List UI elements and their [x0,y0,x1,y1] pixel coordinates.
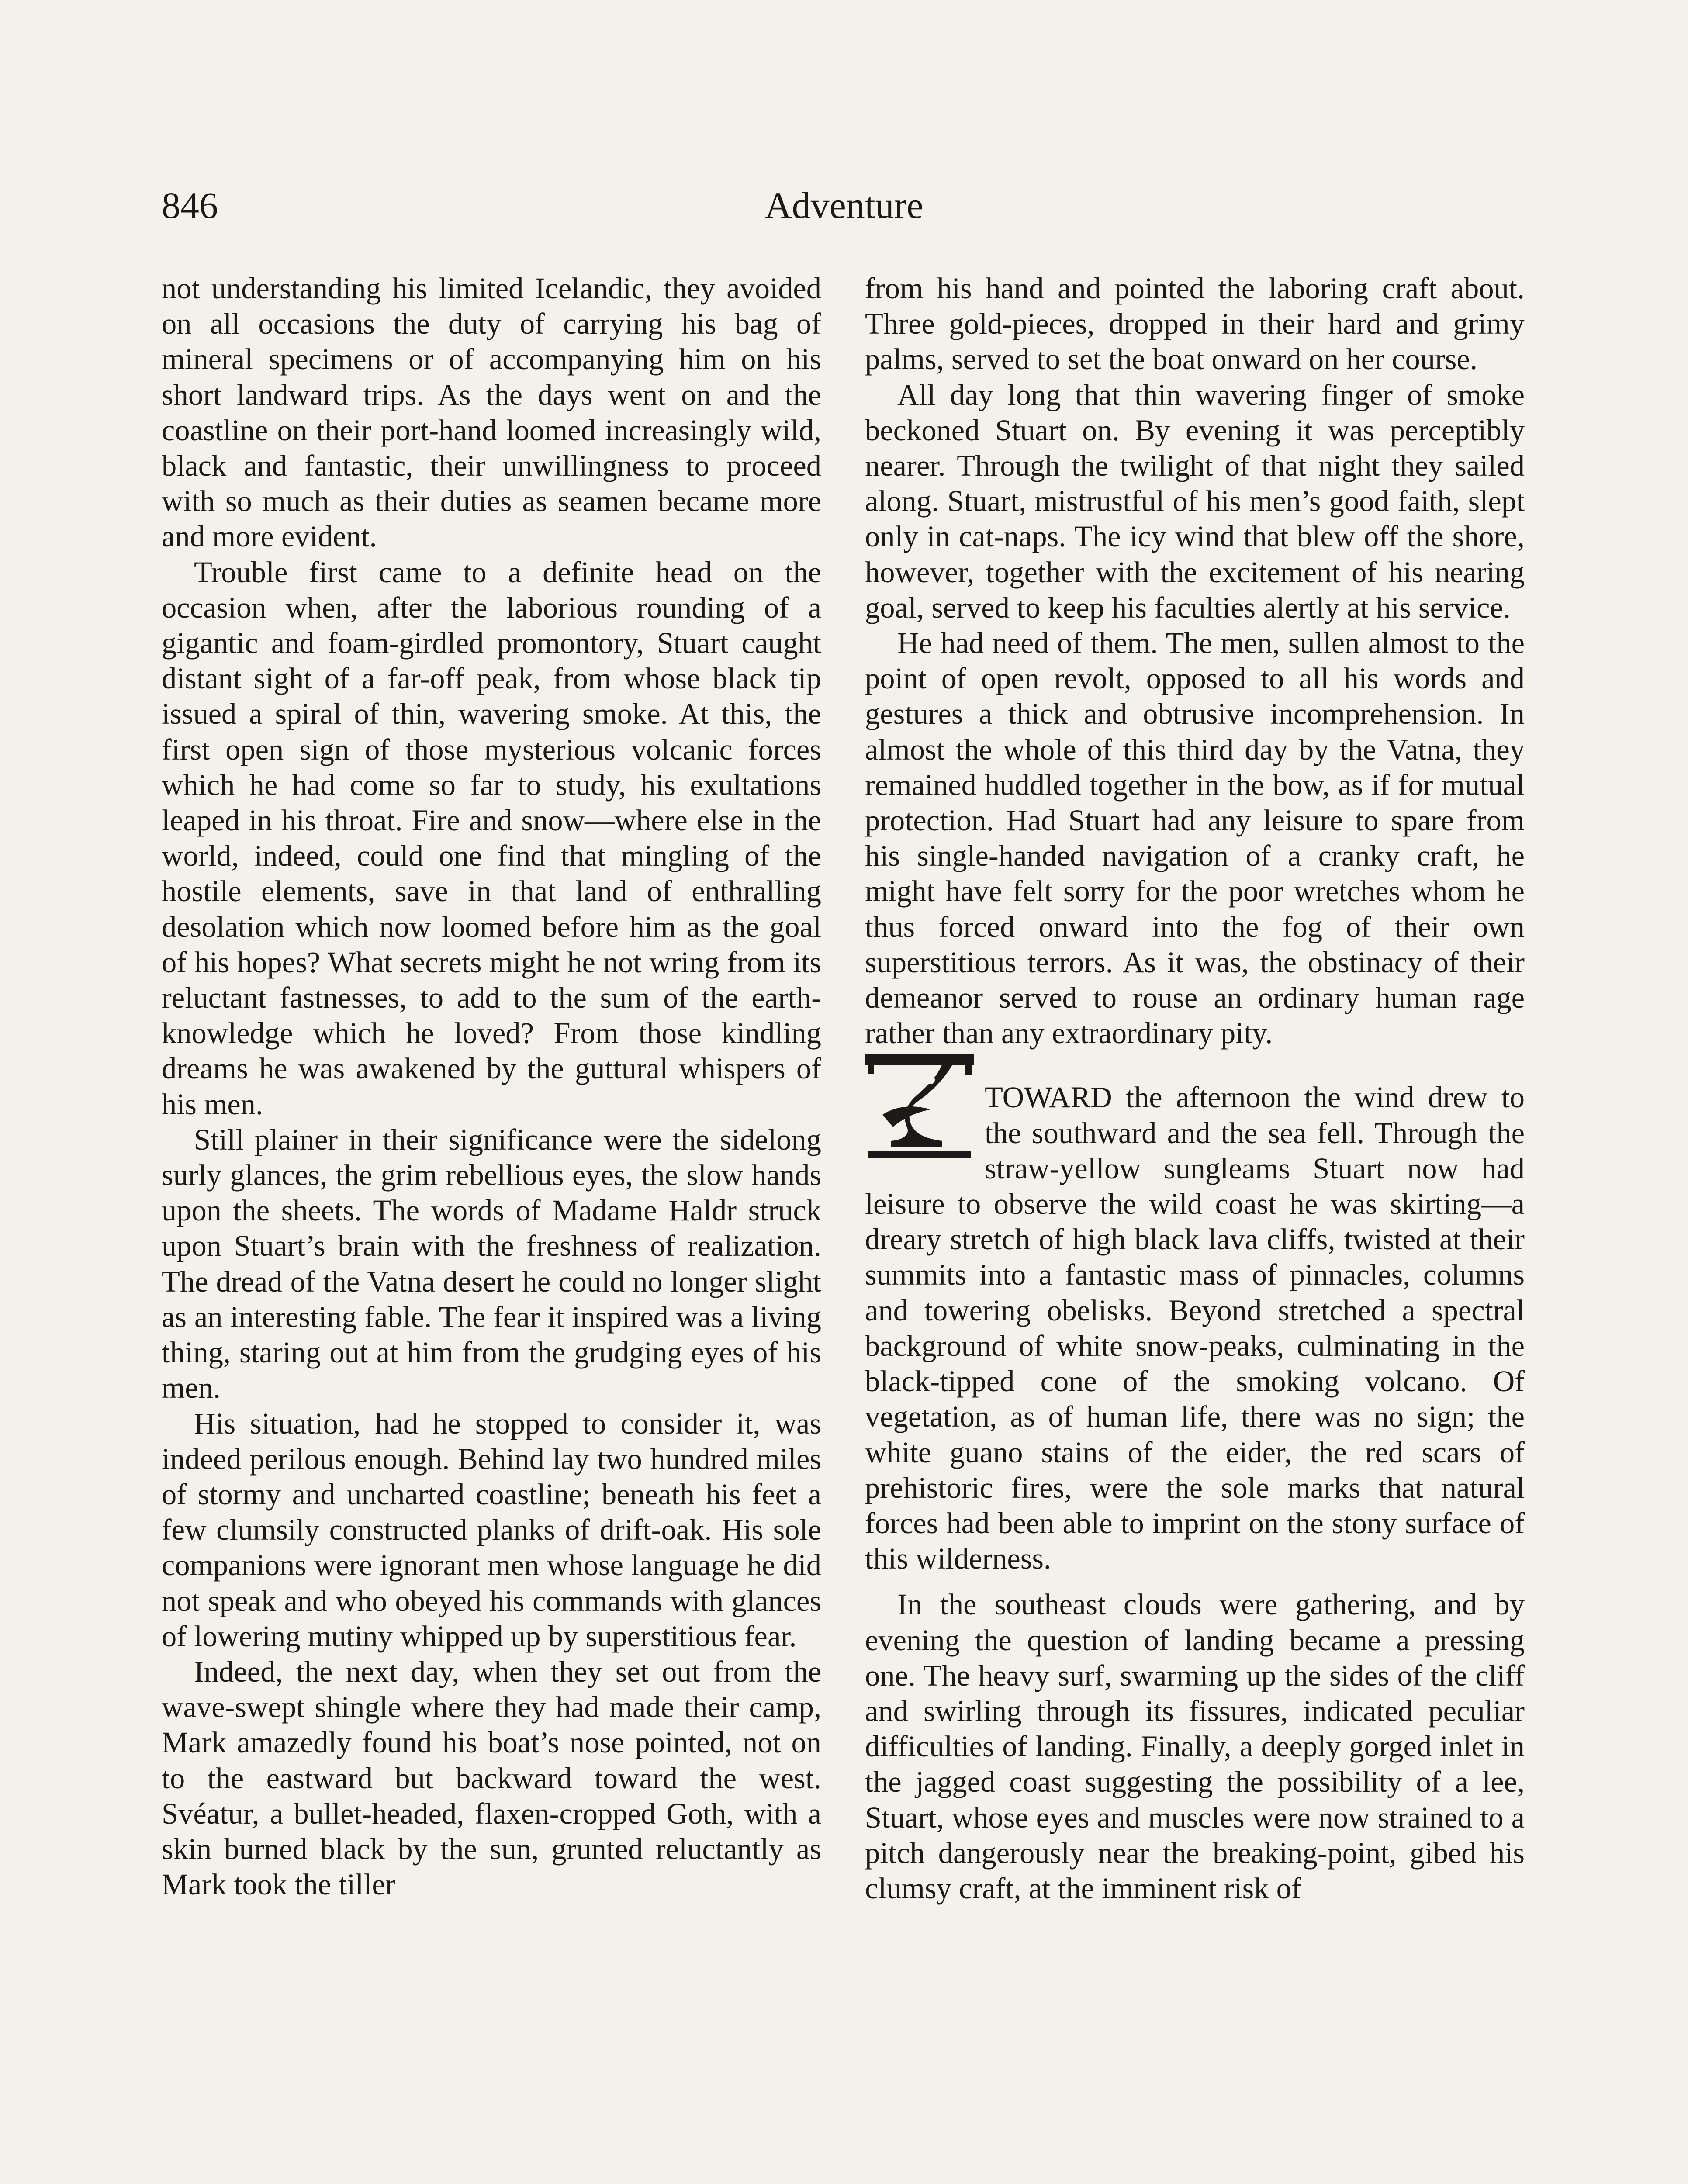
paragraph: His situation, had he stopped to consider it, was indeed perilous enough. Behind lay two hundred miles of stormy and uncharted coastline; beneath his feet a few clumsily constructed planks of drift-oak. His sole companions were ignorant men whose language he did not speak and who obeyed his commands with glances of lowering mutiny whipped up by superstitious fear. [162,1406,821,1653]
dropcap-t-icon [865,1054,974,1161]
right-column [865,271,1525,1906]
paragraph: Still plainer in their significance were the sidelong surly glances, the grim rebellious eyes, the slow hands upon the sheets. The words of Madame Haldr struck upon Stuart’s brain with the freshness of realization. The dread of the Vatna desert he could no longer slight as an interesting fable. The fear it inspired was a living thing, staring out at him from the grudging eyes of his men. [162,1123,821,1405]
left-column [162,271,821,1902]
running-title: Adventure [764,184,924,226]
paragraph: All day long that thin wavering finger of smoke beckoned Stuart on. By evening it was perceptibly nearer. Through the twilight of that night they sailed along. Stuart, mistrustful of his men’s good faith, slept only in cat-naps. The icy wind that blew off the shore, however, together with the excitement of his nearing goal, served to keep his faculties alertly at his service. [865,378,1525,624]
page-number: 846 [162,184,218,226]
paragraph: He had need of them. The men, sullen almost to the point of open revolt, opposed to all his words and gestures a thick and obtrusive incomprehension. In almost the whole of this third day by the Vatna, they remained huddled together in the bow, as if for mutual protection. Had Stuart had any leisure to spare from his single-handed navigation of a cranky craft, he might have felt sorry for the poor wretches whom he thus forced onward into the fog of their own superstitious terrors. As it was, the obstinacy of their demeanor served to rouse an ordinary human rage rather than any extraordinary pity. [865,626,1525,1050]
page-header [162,179,1526,236]
paragraph: Trouble first came to a definite head on the occasion when, after the laborious rounding of a gigantic and foam-girdled promontory, Stuart caught distant sight of a far-off peak, from whose black tip issued a spiral of thin, wavering smoke. At this, the first open sign of those mysterious volcanic forces which he had come so far to study, his exultations leaped in his throat. Fire and snow—where else in the world, indeed, could one find that mingling of the hostile elements, save in that land of enthralling desolation which now loomed before him as the goal of his hopes? What secrets might he not wring from its reluctant fastnesses, to add to the sum of the earth-knowledge which he loved? From those kindling dreams he was awakened by the guttural whispers of his men. [162,555,821,1121]
paragraph: TOWARD the afternoon the wind drew to the southward and the sea fell. Through the straw-yellow sungleams Stuart now had leisure to observe the wild coast he was skirting—a dreary stretch of high black lava cliffs, twisted at their summits into a fantastic mass of pinnacles, columns and towering obelisks. Beyond stretched a spectral background of white snow-peaks, culminating in the black-tipped cone of the smoking volcano. Of vegetation, as of human life, there was no sign; the white guano stains of the eider, the red scars of prehistoric fires, were the sole marks that natural forces had been able to imprint on the stony surface of this wilderness. [865,1081,1525,1576]
dropcap-illustration [865,1054,974,1161]
paragraph: from his hand and pointed the laboring craft about. Three gold-pieces, dropped in their hard and grimy palms, served to set the boat onward on her course. [865,272,1525,376]
paragraph: Indeed, the next day, when they set out from the wave-swept shingle where they had made their camp, Mark amazedly found his boat’s nose pointed, not on to the eastward but backward toward the west. Svéatur, a bullet-headed, flaxen-cropped Goth, with a skin burned black by the sun, grunted reluctantly as Mark took the tiller [162,1655,821,1901]
paragraph: not understanding his limited Icelandic, they avoided on all occasions the duty of carrying his bag of mineral specimens or of accompanying him on his short landward trips. As the days went on and the coastline on their port-hand loomed increasingly wild, black and fantastic, their unwillingness to proceed with so much as their duties as seamen became more and more evident. [162,272,821,553]
paragraph: In the southeast clouds were gathering, and by evening the question of landing became a pressing one. The heavy surf, swarming up the sides of the cliff and swirling through its fissures, indicated peculiar difficulties of landing. Finally, a deeply gorged inlet in the jagged coast suggesting the possibility of a lee, Stuart, whose eyes and muscles were now strained to a pitch dangerously near the breaking-point, gibed his clumsy craft, at the imminent risk of [865,1588,1525,1905]
